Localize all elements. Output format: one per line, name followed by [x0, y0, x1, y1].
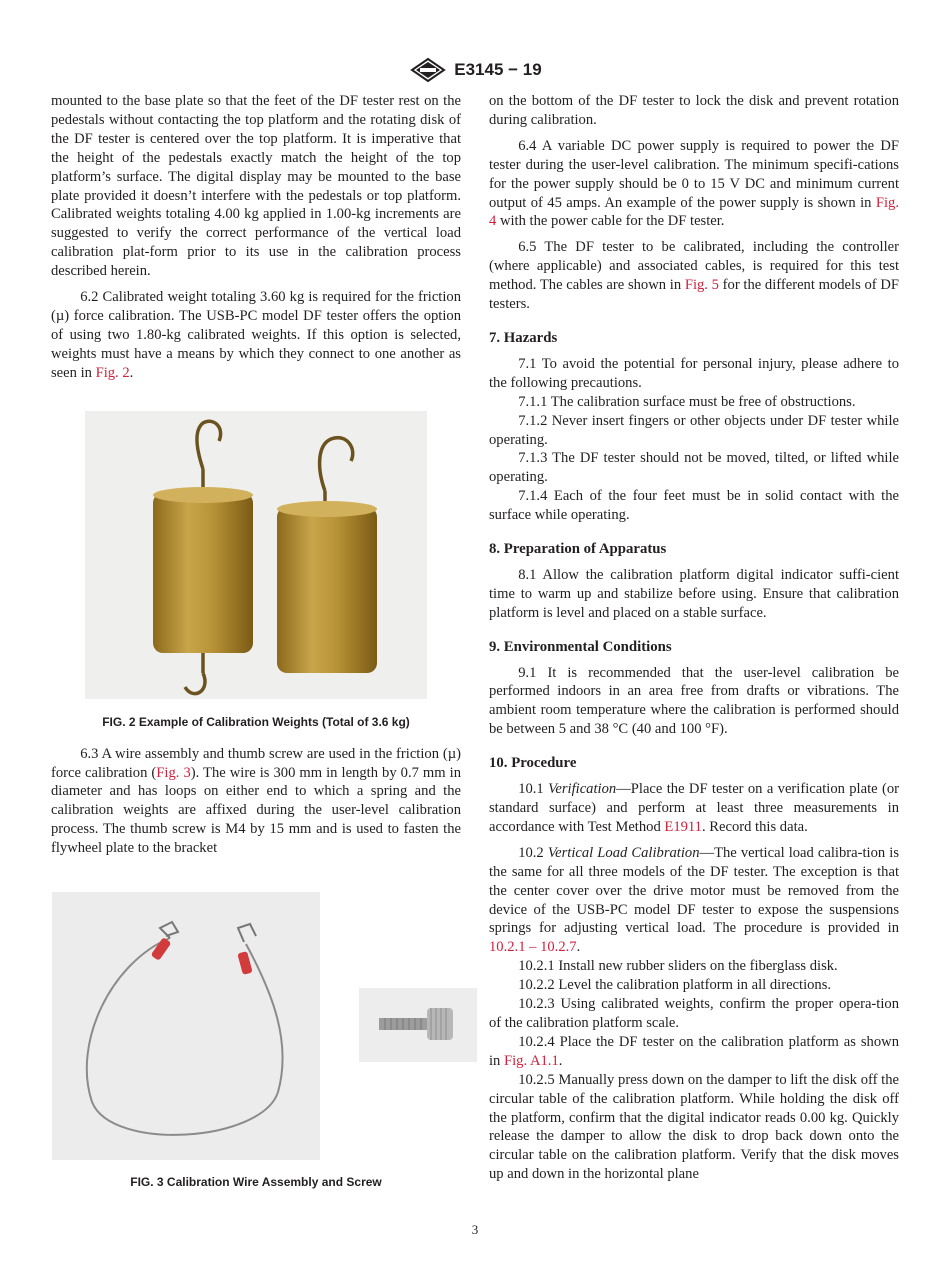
paragraph-6-3-continued: on the bottom of the DF tester to lock the disk and prevent rotation during calibration. — [489, 93, 899, 128]
fig-3-link[interactable]: Fig. 3 — [156, 764, 191, 781]
thumb-screw-image — [359, 988, 477, 1062]
page-header — [0, 56, 950, 84]
left-column — [51, 92, 461, 1192]
right-column — [489, 92, 899, 1184]
section-10-2-range-link[interactable]: 10.2.1 – 10.2.7 — [489, 939, 577, 956]
paragraph-8-1: 8.1 Allow the calibration platform digital indicator suffi-cient time to warm up and stabilize before using. Ensure that calibration platform is level and placed on a stable surface. — [489, 566, 899, 621]
paragraph-10-2-4: 10.2.4 Place the DF tester on the calibration platform as shown in Fig. A1.1. — [489, 1033, 899, 1069]
paragraph-10-2-2: 10.2.2 Level the calibration platform in all directions. — [518, 977, 832, 994]
figure-3 — [51, 892, 461, 1192]
paragraph-6-3: 6.3 A wire assembly and thumb screw are used in the friction (µ) force calibration (Fig. 3). The wire is 300 mm in length by 0.7 mm in diameter and has loops on either end to which a spring and the calibration weights are affixed during the user-level calibration process. The thumb screw is M4 by 15 mm and is used to fasten the flywheel plate to the bracket — [51, 745, 462, 857]
paragraph-10-2-1: 10.2.1 Install new rubber sliders on the fiberglass disk. — [518, 958, 838, 975]
paragraph-7-1-3: 7.1.3 The DF tester should not be moved, tilted, or lifted while operating. — [489, 450, 899, 486]
paragraph-6-2: 6.2 Calibrated weight totaling 3.60 kg is required for the friction (µ) force calibration. The USB-PC model DF tester offers the option of using two 1.80-kg calibrated weights. If this option is selected, weights must have a means by which they connect to one another as seen in Fig. 2. — [51, 289, 461, 381]
paragraph-7-1: 7.1 To avoid the potential for personal injury, please adhere to the following precautions. — [489, 355, 899, 391]
section-10-heading: 10. Procedure — [489, 755, 577, 772]
paragraph-7-1-1: 7.1.1 The calibration surface must be free of obstructions. — [518, 393, 856, 410]
paragraph-7-1-4: 7.1.4 Each of the four feet must be in solid contact with the surface while operating. — [489, 488, 899, 524]
fig-2-caption: FIG. 2 Example of Calibration Weights (Total of 3.6 kg) — [102, 714, 410, 729]
paragraph-10-1: 10.1 Verification—Place the DF tester on a verification plate (or standard surface) and perform at least three measurements in accordance with Test Method E1911. Record this data. — [489, 781, 899, 835]
fig-3-caption: FIG. 3 Calibration Wire Assembly and Screw — [130, 1175, 382, 1190]
section-7-heading: 7. Hazards — [489, 329, 558, 346]
calibration-wire-image — [52, 892, 320, 1160]
paragraph-9-1: 9.1 It is recommended that the user-level calibration be performed indoors in an area free from drafts or vibrations. The ambient room temperature where the calibration is performed should be between 5 and 38 °C (40 and 100 °F). — [489, 664, 899, 738]
fig-a1-1-link[interactable]: Fig. A1.1 — [504, 1052, 559, 1069]
paragraph-7-1-2: 7.1.2 Never insert fingers or other objects under DF tester while operating. — [489, 412, 899, 448]
paragraph-10-2-3: 10.2.3 Using calibrated weights, confirm the proper opera-tion of the calibration platform scale. — [489, 996, 899, 1031]
figure-2 — [51, 411, 461, 729]
fig-2-link[interactable]: Fig. 2 — [95, 364, 130, 381]
standard-designation: E3145 − 19 — [454, 60, 542, 79]
page-number: 3 — [471, 1222, 479, 1237]
paragraph-6-5: 6.5 The DF tester to be calibrated, including the controller (where applicable) and associated cables, is required for this test method. The cables are shown in Fig. 5 for the different models of DF testers. — [489, 239, 900, 313]
fig-5-link[interactable]: Fig. 5 — [684, 277, 719, 294]
paragraph-10-2: 10.2 Vertical Load Calibration—The vertical load calibra-tion is the same for all three models of the DF tester. The exception is that the center cover over the drive motor must be removed from the device of the USB-PC model DF tester to expose the suspensions springs for adjusting vertical load. The procedure is provided in 10.2.1 – 10.2.7. — [489, 844, 899, 956]
e1911-link[interactable]: E1911 — [664, 818, 702, 835]
astm-logo-icon — [408, 57, 448, 83]
fig-4-link[interactable]: Fig. 4 — [489, 194, 899, 230]
paragraph-10-2-5: 10.2.5 Manually press down on the damper to lift the disk off the circular table of the calibration platform. While holding the disk off the platform, confirm that the digital indicator reads 0.00 kg. Quickly release the damper to allow the disk to drop back down onto the circular table on the calibration platform. Verify that the disk moves up and down in the horizontal plane — [489, 1071, 899, 1183]
paragraph-6-4: 6.4 A variable DC power supply is required to power the DF tester during the user-level calibration. The minimum specifi-cations for the power supply should be 0 to 15 V DC and minimum current output of 45 amps. An example of the power supply is shown in Fig. 4 with the power cable for the DF tester. — [489, 137, 899, 230]
section-9-heading: 9. Environmental Conditions — [489, 638, 672, 655]
calibration-weights-image — [85, 411, 427, 699]
section-8-heading: 8. Preparation of Apparatus — [489, 541, 667, 558]
paragraph-6-1-continued: mounted to the base plate so that the feet of the DF tester rest on the pedestals without contacting the top platform and the rotating disk of the DF tester is centered over the top platform. It is imperative that the height of the pedestals exactly match the height of the top platform’s surface. The digital display may be mounted to the base plate provided it doesn’t interfere with the pedestals or top platform. Calibrated weights totaling 4.00 kg applied in 1.00-kg increments are suggested to verify the correct performance of the vertical load calibration plat-form prior to its use in the calibration process described herein. — [51, 93, 461, 280]
